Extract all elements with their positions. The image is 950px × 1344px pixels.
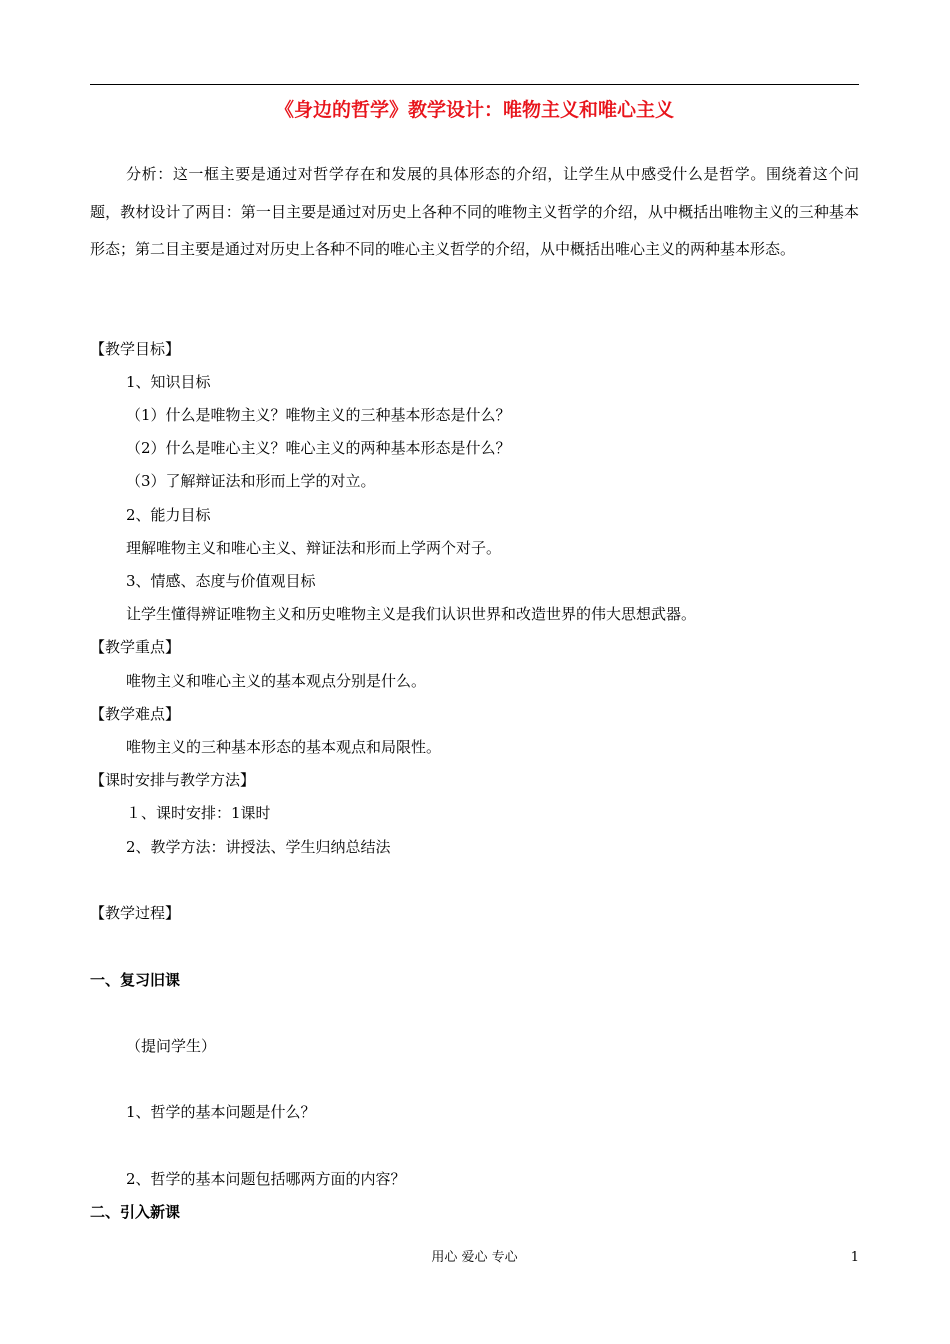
arrangement-item-1: １、课时安排：1课时 <box>126 804 271 822</box>
process-heading: 【教学过程】 <box>90 904 181 922</box>
knowledge-item-3: （3）了解辩证法和形而上学的对立。 <box>126 472 376 490</box>
difficulty-heading: 【教学难点】 <box>90 705 181 723</box>
section-new-lesson-title: 二、引入新课 <box>90 1203 181 1221</box>
key-point-heading: 【教学重点】 <box>90 638 181 656</box>
document-title: 《身边的哲学》教学设计：唯物主义和唯心主义 <box>274 99 674 121</box>
review-question-1: 1、哲学的基本问题是什么？ <box>126 1103 316 1121</box>
knowledge-item-2: （2）什么是唯心主义？唯心主义的两种基本形态是什么？ <box>126 439 511 457</box>
footer-motto: 用心 爱心 专心 <box>431 1250 518 1265</box>
difficulty-text: 唯物主义的三种基本形态的基本观点和局限性。 <box>126 738 442 756</box>
knowledge-item-1: （1）什么是唯物主义？唯物主义的三种基本形态是什么？ <box>126 406 511 424</box>
section-review-title: 一、复习旧课 <box>90 971 181 989</box>
knowledge-objective-title: 1、知识目标 <box>126 373 211 391</box>
review-question-2: 2、哲学的基本问题包括哪两方面的内容？ <box>126 1170 406 1188</box>
analysis-paragraph: 分析：这一框主要是通过对哲学存在和发展的具体形态的介绍，让学生从中感受什么是哲学。围绕着这个问题，教材设计了两目：第一目主要是通过对历史上各种不同的唯物主义哲学的介绍，从中概括出唯物主义的三种基本形态；第二目主要是通过对历史上各种不同的唯心主义哲学的介绍，从中概括出唯心主义的两种基本形态。 <box>90 165 859 258</box>
page-number: 1 <box>850 1250 859 1265</box>
objectives-heading: 【教学目标】 <box>90 340 181 358</box>
emotion-objective-text: 让学生懂得辨证唯物主义和历史唯物主义是我们认识世界和改造世界的伟大思想武器。 <box>126 605 697 623</box>
ability-objective-title: 2、能力目标 <box>126 506 211 524</box>
header-rule <box>90 84 859 85</box>
emotion-objective-title: 3、情感、态度与价值观目标 <box>126 572 316 590</box>
section-review-note: （提问学生） <box>126 1037 217 1055</box>
key-point-text: 唯物主义和唯心主义的基本观点分别是什么。 <box>126 672 427 690</box>
page-footer <box>90 1248 859 1268</box>
ability-objective-text: 理解唯物主义和唯心主义、辩证法和形而上学两个对子。 <box>126 539 502 557</box>
arrangement-item-2: 2、教学方法：讲授法、学生归纳总结法 <box>126 838 391 856</box>
arrangement-heading: 【课时安排与教学方法】 <box>90 771 256 789</box>
